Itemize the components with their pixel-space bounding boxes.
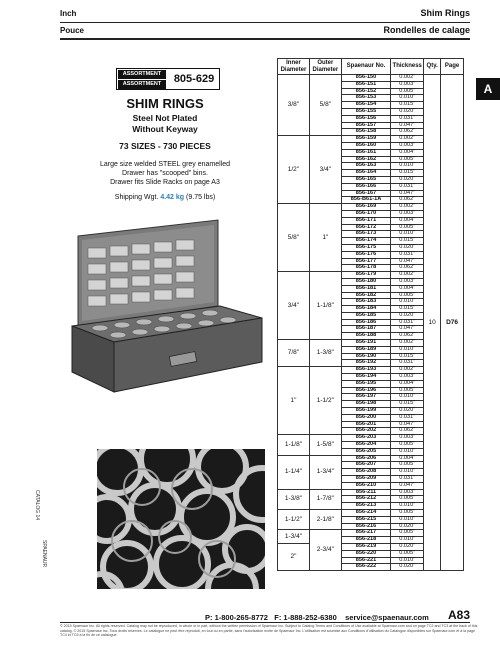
col-outer: Outer Diameter: [309, 59, 341, 75]
side-catalog-label: CATALOG 14: [34, 490, 40, 521]
spaenaur-number-cell: 856-210: [341, 482, 390, 489]
spaenaur-number-cell: 856-207: [341, 462, 390, 469]
spaenaur-number-cell: 856-157: [341, 122, 390, 129]
footer-contact: [205, 613, 429, 622]
thickness-cell: 0.047": [391, 190, 424, 197]
ship-lbs: (9.75 lbs): [186, 194, 216, 201]
outer-diameter-cell: 5/8": [309, 75, 341, 136]
spaenaur-number-cell: 856-165: [341, 176, 390, 183]
spaenaur-number-cell: 856-170: [341, 210, 390, 217]
thickness-cell: 0.002": [391, 272, 424, 279]
qty-cell: 10: [424, 75, 441, 571]
thickness-cell: 0.005": [391, 442, 424, 449]
spaenaur-number-cell: 856-209: [341, 476, 390, 483]
spaenaur-number-cell: 856-214: [341, 510, 390, 517]
thickness-cell: 0.015": [391, 102, 424, 109]
thickness-cell: 0.010": [391, 469, 424, 476]
spaenaur-number-cell: 856-190: [341, 353, 390, 360]
assortment-box: [116, 68, 220, 90]
section-tab[interactable]: A: [476, 78, 500, 100]
spaenaur-number-cell: 856-218: [341, 537, 390, 544]
outer-diameter-cell: 1-1/8": [309, 272, 341, 340]
shipping-weight: [80, 193, 250, 202]
thickness-cell: 0.062": [391, 333, 424, 340]
outer-diameter-cell: 1-1/2": [309, 367, 341, 435]
spaenaur-number-cell: 856-178: [341, 265, 390, 272]
spaenaur-number-cell: 856-162: [341, 156, 390, 163]
outer-diameter-cell: 1-7/8": [309, 489, 341, 509]
thickness-cell: 0.031": [391, 319, 424, 326]
inner-diameter-cell: 1": [278, 367, 310, 435]
header-divider: [60, 22, 470, 23]
spaenaur-number-cell: 856-164: [341, 170, 390, 177]
thickness-cell: 0.031": [391, 414, 424, 421]
assortment-label-2: ASSORTMENT: [118, 80, 166, 89]
thickness-cell: 0.015": [391, 238, 424, 245]
spaenaur-number-cell: 856-188: [341, 333, 390, 340]
spaenaur-number-cell: 856-198: [341, 401, 390, 408]
spaenaur-number-cell: 856-185: [341, 312, 390, 319]
product-desc-1: Large size welded STEEL grey enamelled: [99, 161, 231, 168]
inner-diameter-cell: 1/2": [278, 136, 310, 204]
thickness-cell: 0.010": [391, 537, 424, 544]
spaenaur-number-cell: 856-155: [341, 108, 390, 115]
assortment-number: 805-629: [173, 73, 215, 85]
spaenaur-number-cell: 856-208: [341, 469, 390, 476]
thickness-cell: 0.003": [391, 489, 424, 496]
col-inner: Inner Diameter: [278, 59, 310, 75]
thickness-cell: 0.005": [391, 530, 424, 537]
thickness-cell: 0.062": [391, 265, 424, 272]
thickness-cell: 0.031": [391, 360, 424, 367]
product-desc-3: Drawer fits Slide Racks on page A3: [110, 179, 220, 186]
spaenaur-number-cell: 856-169: [341, 204, 390, 211]
spaenaur-number-cell: 856-201: [341, 421, 390, 428]
thickness-cell: 0.010": [391, 448, 424, 455]
inner-diameter-cell: 7/8": [278, 340, 310, 367]
spaenaur-number-cell: 856-175: [341, 244, 390, 251]
thickness-cell: 0.010": [391, 516, 424, 523]
spaenaur-number-cell: 856-166: [341, 183, 390, 190]
spaenaur-number-cell: 856-B61-1A: [341, 197, 390, 204]
header-title-fr: Rondelles de calage: [383, 25, 470, 35]
header-pouce: Pouce: [60, 26, 85, 35]
thickness-cell: 0.003": [391, 278, 424, 285]
thickness-cell: 0.005": [391, 88, 424, 95]
page-number: A83: [447, 608, 470, 622]
spaenaur-number-cell: 856-222: [341, 564, 390, 571]
col-number: Spaenaur No.: [341, 59, 390, 75]
col-qty: Qty.: [424, 59, 441, 75]
spaenaur-number-cell: 856-177: [341, 258, 390, 265]
spaenaur-number-cell: 856-216: [341, 523, 390, 530]
thickness-cell: 0.002": [391, 136, 424, 143]
thickness-cell: 0.010": [391, 163, 424, 170]
outer-diameter-cell: 1-5/8": [309, 435, 341, 455]
thickness-cell: 0.031": [391, 476, 424, 483]
spaenaur-number-cell: 856-211: [341, 489, 390, 496]
spaenaur-number-cell: 856-150: [341, 75, 390, 82]
spaenaur-number-cell: 856-163: [341, 163, 390, 170]
shim-table: [277, 58, 464, 571]
spaenaur-number-cell: 856-182: [341, 292, 390, 299]
spaenaur-number-cell: 856-197: [341, 394, 390, 401]
thickness-cell: 0.005": [391, 462, 424, 469]
spaenaur-number-cell: 856-153: [341, 95, 390, 102]
thickness-cell: 0.062": [391, 197, 424, 204]
inner-diameter-cell: 5/8": [278, 204, 310, 272]
thickness-cell: 0.010": [391, 557, 424, 564]
product-line1: Steel Not Plated: [132, 113, 198, 123]
spaenaur-number-cell: 856-154: [341, 102, 390, 109]
thickness-cell: 0.010": [391, 299, 424, 306]
outer-diameter-cell: 2-3/4": [309, 530, 341, 571]
thickness-cell: 0.005": [391, 292, 424, 299]
outer-diameter-cell: 1": [309, 204, 341, 272]
thickness-cell: 0.010": [391, 346, 424, 353]
spaenaur-number-cell: 856-152: [341, 88, 390, 95]
spaenaur-number-cell: 856-174: [341, 238, 390, 245]
spaenaur-number-cell: 856-205: [341, 448, 390, 455]
thickness-cell: 0.020": [391, 564, 424, 571]
thickness-cell: 0.010": [391, 503, 424, 510]
ship-label: Shipping Wgt.: [114, 194, 159, 201]
spaenaur-number-cell: 856-184: [341, 306, 390, 313]
inner-diameter-cell: 3/8": [278, 75, 310, 136]
thickness-cell: 0.047": [391, 326, 424, 333]
side-catalog-text: [34, 490, 48, 580]
thickness-cell: 0.003": [391, 435, 424, 442]
spaenaur-number-cell: 856-167: [341, 190, 390, 197]
thickness-cell: 0.020": [391, 108, 424, 115]
shim-rings-photo: [97, 449, 265, 589]
footer-phone: P: 1-800-265-8772: [205, 613, 268, 622]
thickness-cell: 0.002": [391, 340, 424, 347]
thickness-cell: 0.004": [391, 455, 424, 462]
page-ref-cell[interactable]: D76: [441, 75, 464, 571]
spaenaur-number-cell: 856-194: [341, 374, 390, 381]
thickness-cell: 0.010": [391, 231, 424, 238]
thickness-cell: 0.005": [391, 550, 424, 557]
thickness-cell: 0.005": [391, 496, 424, 503]
spaenaur-number-cell: 856-217: [341, 530, 390, 537]
thickness-cell: 0.004": [391, 380, 424, 387]
spaenaur-number-cell: 856-172: [341, 224, 390, 231]
thickness-cell: 0.020": [391, 244, 424, 251]
thickness-cell: 0.005": [391, 387, 424, 394]
spaenaur-number-cell: 856-195: [341, 380, 390, 387]
inner-diameter-cell: 3/4": [278, 272, 310, 340]
thickness-cell: 0.005": [391, 156, 424, 163]
inner-diameter-cell: 1-3/8": [278, 489, 310, 509]
spaenaur-number-cell: 856-189: [341, 346, 390, 353]
inner-diameter-cell: 2": [278, 543, 310, 570]
spaenaur-number-cell: 856-171: [341, 217, 390, 224]
thickness-cell: 0.010": [391, 95, 424, 102]
thickness-cell: 0.004": [391, 285, 424, 292]
thickness-cell: 0.004": [391, 217, 424, 224]
header-divider-2: [60, 38, 470, 40]
spaenaur-number-cell: 856-187: [341, 326, 390, 333]
ship-kg: 4.42 kg: [160, 194, 185, 201]
thickness-cell: 0.015": [391, 401, 424, 408]
thickness-cell: 0.002": [391, 204, 424, 211]
spaenaur-number-cell: 856-151: [341, 81, 390, 88]
spaenaur-number-cell: 856-180: [341, 278, 390, 285]
thickness-cell: 0.015": [391, 170, 424, 177]
thickness-cell: 0.020": [391, 176, 424, 183]
col-thickness: Thickness: [391, 59, 424, 75]
thickness-cell: 0.002": [391, 367, 424, 374]
spaenaur-number-cell: 856-161: [341, 149, 390, 156]
thickness-cell: 0.031": [391, 115, 424, 122]
side-brand-label: SPAENAUR: [41, 540, 47, 568]
thickness-cell: 0.005": [391, 510, 424, 517]
spaenaur-number-cell: 856-220: [341, 550, 390, 557]
spaenaur-number-cell: 856-193: [341, 367, 390, 374]
thickness-cell: 0.004": [391, 149, 424, 156]
thickness-cell: 0.003": [391, 142, 424, 149]
thickness-cell: 0.015": [391, 353, 424, 360]
footer-divider: [60, 622, 470, 623]
thickness-cell: 0.020": [391, 312, 424, 319]
thickness-cell: 0.031": [391, 251, 424, 258]
outer-diameter-cell: 1-3/4": [309, 455, 341, 489]
assortment-label: ASSORTMENT: [118, 70, 166, 79]
thickness-cell: 0.005": [391, 224, 424, 231]
spaenaur-number-cell: 856-199: [341, 408, 390, 415]
spaenaur-number-cell: 856-219: [341, 543, 390, 550]
product-title: SHIM RINGS: [126, 96, 204, 111]
thickness-cell: 0.003": [391, 210, 424, 217]
thickness-cell: 0.047": [391, 258, 424, 265]
header-inch: Inch: [60, 9, 77, 18]
thickness-cell: 0.002": [391, 75, 424, 82]
inner-diameter-cell: 1-1/2": [278, 510, 310, 530]
copyright-text: © 2015 Spaenaur Inc. All rights reserved. Catalog may not be reproduced, in whole or in part, without the written permission of Spaenaur Inc. Subject to Catalog Terms and Conditions of Use available at Spaenaur.com and on page TC2 and TC3 at the back of this catalog. © 2015 Spaenaur Inc. Tous droits réservés. Le catalogue ne peut être reproduit, en tout ou en partie, sans l'autorisation écrite de Spaenaur Inc. L'utilisation est soumise aux Conditions d'utilisation du Catalogue disponibles sur Spaenaur.com et à la page TC4 et TC5 à la fin de ce catalogue.: [60, 624, 478, 638]
footer-fax: F: 1-888-252-6380: [274, 613, 337, 622]
thickness-cell: 0.003": [391, 374, 424, 381]
spaenaur-number-cell: 856-156: [341, 115, 390, 122]
spaenaur-number-cell: 856-200: [341, 414, 390, 421]
spaenaur-number-cell: 856-158: [341, 129, 390, 136]
thickness-cell: 0.062": [391, 428, 424, 435]
spaenaur-number-cell: 856-183: [341, 299, 390, 306]
inner-diameter-cell: 1-1/8": [278, 435, 310, 455]
thickness-cell: 0.003": [391, 81, 424, 88]
thickness-cell: 0.020": [391, 523, 424, 530]
thickness-cell: 0.015": [391, 306, 424, 313]
footer-email[interactable]: service@spaenaur.com: [345, 613, 429, 622]
spaenaur-number-cell: 856-191: [341, 340, 390, 347]
drawer-photo: [70, 214, 265, 399]
spaenaur-number-cell: 856-173: [341, 231, 390, 238]
col-page: Page: [441, 59, 464, 75]
thickness-cell: 0.020": [391, 543, 424, 550]
outer-diameter-cell: 2-1/8": [309, 510, 341, 530]
header-title-en: Shim Rings: [420, 8, 470, 18]
inner-diameter-cell: 1-1/4": [278, 455, 310, 489]
thickness-cell: 0.047": [391, 122, 424, 129]
spaenaur-number-cell: 856-160: [341, 142, 390, 149]
spaenaur-number-cell: 856-181: [341, 285, 390, 292]
product-desc-2: Drawer has "scooped" bins.: [122, 170, 208, 177]
spaenaur-number-cell: 856-204: [341, 442, 390, 449]
thickness-cell: 0.010": [391, 394, 424, 401]
spaenaur-number-cell: 856-159: [341, 136, 390, 143]
table-header-row: [278, 59, 464, 75]
spaenaur-number-cell: 856-212: [341, 496, 390, 503]
thickness-cell: 0.047": [391, 482, 424, 489]
thickness-cell: 0.031": [391, 183, 424, 190]
outer-diameter-cell: 3/4": [309, 136, 341, 204]
spaenaur-number-cell: 856-179: [341, 272, 390, 279]
spaenaur-number-cell: 856-196: [341, 387, 390, 394]
inner-diameter-cell: 1-3/4": [278, 530, 310, 544]
product-sizes: 73 SIZES - 730 PIECES: [119, 141, 211, 151]
spaenaur-number-cell: 856-176: [341, 251, 390, 258]
spaenaur-number-cell: 856-203: [341, 435, 390, 442]
spaenaur-number-cell: 856-215: [341, 516, 390, 523]
thickness-cell: 0.020": [391, 408, 424, 415]
thickness-cell: 0.047": [391, 421, 424, 428]
spaenaur-number-cell: 856-186: [341, 319, 390, 326]
product-line2: Without Keyway: [132, 124, 198, 134]
spaenaur-number-cell: 856-206: [341, 455, 390, 462]
spaenaur-number-cell: 856-202: [341, 428, 390, 435]
outer-diameter-cell: 1-3/8": [309, 340, 341, 367]
spaenaur-number-cell: 856-192: [341, 360, 390, 367]
spaenaur-number-cell: 856-221: [341, 557, 390, 564]
spaenaur-number-cell: 856-213: [341, 503, 390, 510]
thickness-cell: 0.062": [391, 129, 424, 136]
